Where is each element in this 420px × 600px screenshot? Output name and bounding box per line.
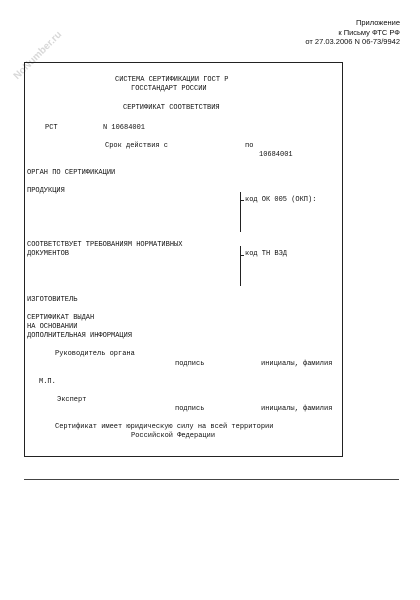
attachment-line-1: Приложение xyxy=(356,18,400,27)
issued-label-line-2: НА ОСНОВАНИИ xyxy=(27,323,78,331)
tn-ved-code-tick xyxy=(240,255,244,256)
tn-ved-code-label: код ТН ВЭД xyxy=(245,250,288,258)
initials-caption-1: инициалы, фамилия xyxy=(261,360,333,368)
additional-info-label: ДОПОЛНИТЕЛЬНАЯ ИНФОРМАЦИЯ xyxy=(27,332,133,340)
conforms-label-line-1: СООТВЕТСТВУЕТ ТРЕБОВАНИЯМ НОРМАТИВНЫХ xyxy=(27,241,183,249)
head-of-organ-label: Руководитель органа xyxy=(55,350,135,358)
certificate-form xyxy=(24,62,343,457)
validity-number: 10684001 xyxy=(259,151,293,159)
attachment-note xyxy=(305,18,400,47)
stamp-place-label: М.П. xyxy=(39,378,56,386)
legal-force-line-2: Российской Федерации xyxy=(131,432,216,440)
certificate-number: N 10684001 xyxy=(103,124,146,132)
footer-separator xyxy=(24,479,399,480)
certification-body-label: ОРГАН ПО СЕРТИФИКАЦИИ xyxy=(27,169,116,177)
okp-code-divider xyxy=(240,192,241,232)
attachment-line-3: от 27.03.2006 N 06-73/9942 xyxy=(305,37,400,46)
certificate-prefix: РСТ xyxy=(45,124,58,132)
expert-label: Эксперт xyxy=(57,396,87,404)
manufacturer-label: ИЗГОТОВИТЕЛЬ xyxy=(27,296,78,304)
signature-caption-2: подпись xyxy=(175,405,205,413)
attachment-line-2: к Письму ФТС РФ xyxy=(338,27,400,37)
tn-ved-code-divider xyxy=(240,246,241,286)
certification-system: СИСТЕМА СЕРТИФИКАЦИИ ГОСТ Р xyxy=(115,76,229,84)
validity-label: Срок действия с xyxy=(105,142,169,150)
issued-label-line-1: СЕРТИФИКАТ ВЫДАН xyxy=(27,314,95,322)
okp-code-tick xyxy=(240,200,244,201)
product-label: ПРОДУКЦИЯ xyxy=(27,187,65,195)
certificate-title: СЕРТИФИКАТ СООТВЕТСТВИЯ xyxy=(123,104,220,112)
conforms-label-line-2: ДОКУМЕНТОВ xyxy=(27,250,70,258)
gosstandart-russia: ГОССТАНДАРТ РОССИИ xyxy=(131,85,207,93)
okp-code-label: код ОК 005 (ОКП): xyxy=(245,196,317,204)
watermark-text: NoNumber.ru xyxy=(11,29,65,82)
validity-to-label: по xyxy=(245,142,254,150)
signature-caption-1: подпись xyxy=(175,360,205,368)
initials-caption-2: инициалы, фамилия xyxy=(261,405,333,413)
legal-force-line-1: Сертификат имеет юридическую силу на всей территории xyxy=(55,423,274,431)
